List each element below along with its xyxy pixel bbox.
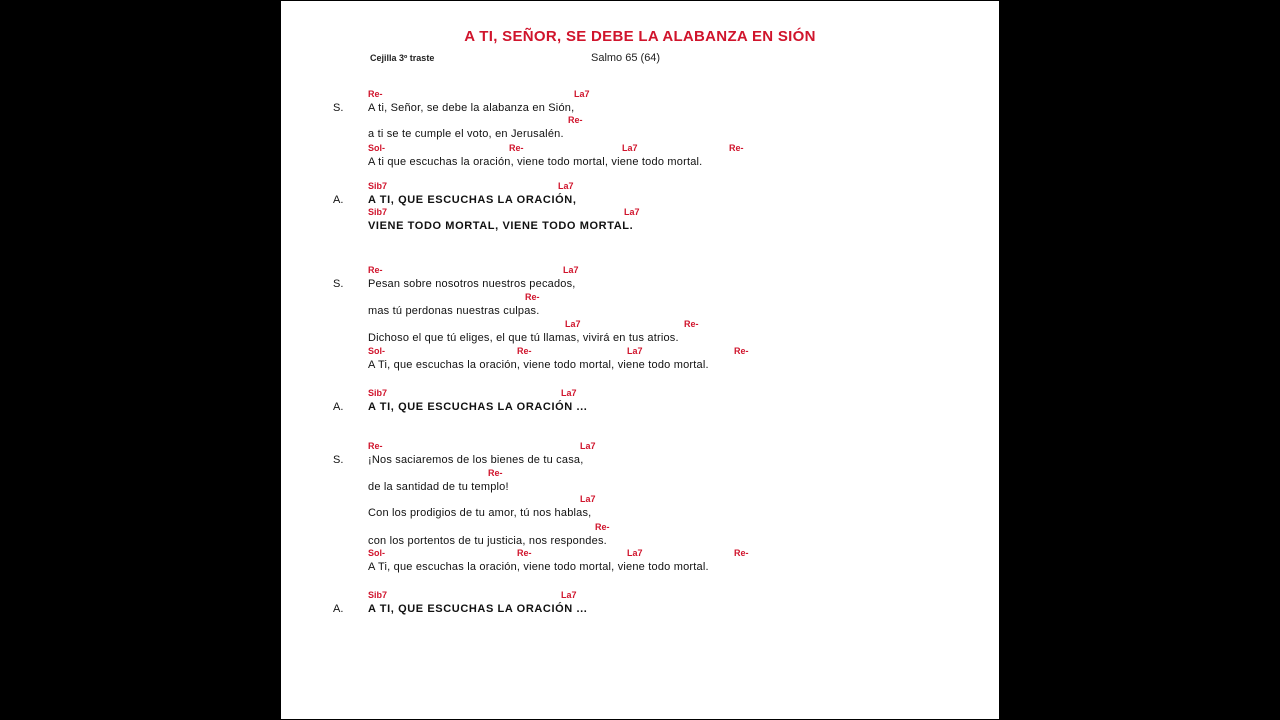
chord-label: Sol- [368, 548, 385, 558]
lyric-line: de la santidad de tu templo! [368, 481, 509, 493]
section-marker: S. [333, 278, 344, 290]
chord-label: Re- [509, 143, 524, 153]
section-marker: A. [333, 401, 344, 413]
chord-label: La7 [574, 89, 590, 99]
lyric-line: Con los prodigios de tu amor, tú nos hablas, [368, 507, 592, 519]
lyric-line: Pesan sobre nosotros nuestros pecados, [368, 278, 576, 290]
chord-label: La7 [624, 207, 640, 217]
chord-label: Re- [525, 292, 540, 302]
lyric-line: A Ti, que escuchas la oración, viene todo mortal, viene todo mortal. [368, 359, 709, 371]
chord-label: La7 [580, 441, 596, 451]
chord-label: Re- [734, 346, 749, 356]
lyric-line: mas tú perdonas nuestras culpas. [368, 305, 540, 317]
chord-label: Sol- [368, 143, 385, 153]
refrain-line: A TI, QUE ESCUCHAS LA ORACIÓN, [368, 194, 577, 206]
chord-label: Re- [368, 441, 383, 451]
chord-label: Re- [488, 468, 503, 478]
section-marker: S. [333, 454, 344, 466]
chord-label: Re- [517, 548, 532, 558]
chord-label: Sib7 [368, 181, 388, 191]
chord-label: La7 [561, 590, 577, 600]
chord-label: Re- [729, 143, 744, 153]
chord-label: Sib7 [368, 590, 388, 600]
chord-label: La7 [565, 319, 581, 329]
chord-label: Re- [368, 265, 383, 275]
lyric-line: a ti se te cumple el voto, en Jerusalén. [368, 128, 564, 140]
lyric-line: Dichoso el que tú eliges, el que tú llamas, vivirá en tus atrios. [368, 332, 679, 344]
chord-label: Sib7 [368, 207, 388, 217]
chord-label: Re- [684, 319, 699, 329]
refrain-line: A TI, QUE ESCUCHAS LA ORACIÓN ... [368, 401, 588, 413]
chord-label: La7 [627, 346, 643, 356]
chord-label: La7 [622, 143, 638, 153]
chord-label: La7 [561, 388, 577, 398]
chord-label: La7 [558, 181, 574, 191]
lyric-line: ¡Nos saciaremos de los bienes de tu casa, [368, 454, 584, 466]
section-marker: S. [333, 102, 344, 114]
chord-label: Re- [368, 89, 383, 99]
psalm-reference: Salmo 65 (64) [591, 52, 661, 64]
song-sheet [281, 1, 999, 719]
lyric-line: A ti, Señor, se debe la alabanza en Sión, [368, 102, 575, 114]
capo-note: Cejilla 3º traste [370, 53, 435, 63]
section-marker: A. [333, 194, 344, 206]
section-marker: A. [333, 603, 344, 615]
chord-label: Sib7 [368, 388, 388, 398]
refrain-line: VIENE TODO MORTAL, VIENE TODO MORTAL. [368, 220, 634, 232]
chord-label: Re- [595, 522, 610, 532]
chord-label: La7 [563, 265, 579, 275]
refrain-line: A TI, QUE ESCUCHAS LA ORACIÓN ... [368, 603, 588, 615]
chord-label: La7 [580, 494, 596, 504]
chord-label: Re- [734, 548, 749, 558]
chord-label: Re- [568, 115, 583, 125]
lyric-line: A Ti, que escuchas la oración, viene todo mortal, viene todo mortal. [368, 561, 709, 573]
lyric-line: con los portentos de tu justicia, nos respondes. [368, 535, 607, 547]
chord-label: La7 [627, 548, 643, 558]
chord-label: Re- [517, 346, 532, 356]
song-title: A TI, SEÑOR, SE DEBE LA ALABANZA EN SIÓN [464, 28, 816, 45]
lyric-line: A ti que escuchas la oración, viene todo mortal, viene todo mortal. [368, 156, 703, 168]
chord-label: Sol- [368, 346, 385, 356]
